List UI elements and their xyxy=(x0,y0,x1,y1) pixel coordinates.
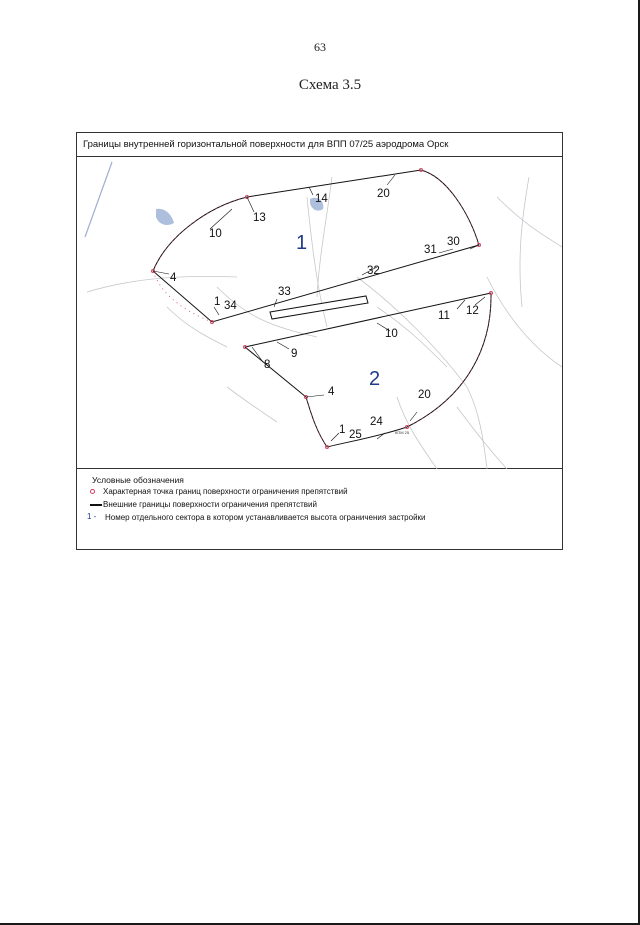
label-point-20-upper: 20 xyxy=(377,188,390,200)
map-area xyxy=(77,157,562,469)
label-point-33: 33 xyxy=(278,286,291,298)
legend-text-line: Внешние границы поверхности ограничения препятствий xyxy=(103,500,317,509)
label-point-4-lower: 4 xyxy=(328,386,335,398)
map-svg xyxy=(77,157,562,469)
label-point-34: 34 xyxy=(224,300,237,312)
legend xyxy=(77,469,562,549)
label-point-10-upper: 10 xyxy=(209,228,222,240)
sector-2-number: 2 xyxy=(369,368,381,390)
label-point-30: 30 xyxy=(447,236,460,248)
label-point-20-lower: 20 xyxy=(418,389,431,401)
label-point-10-lower: 10 xyxy=(385,328,398,340)
legend-text-sector: Номер отдельного сектора в котором устанавливается высота ограничения застройки xyxy=(105,513,426,522)
sector-number-symbol: 1 - xyxy=(87,512,97,521)
label-point-14: 14 xyxy=(315,193,328,205)
legend-title: Условные обозначения xyxy=(92,475,184,485)
background-lines xyxy=(85,162,562,469)
label-point-32: 32 xyxy=(367,265,380,277)
page-number: 63 xyxy=(314,40,326,54)
label-point-8: 8 xyxy=(264,359,271,371)
figure-title: Границы внутренней горизонтальной поверхности для ВПП 07/25 аэродрома Орск xyxy=(77,133,562,157)
sector-1-number: 1 xyxy=(296,232,308,254)
runway xyxy=(270,296,368,319)
water-bodies xyxy=(156,198,323,225)
label-point-25: 25 xyxy=(349,429,362,441)
label-point-1-lower: 1 xyxy=(339,424,346,436)
figure-frame xyxy=(76,132,563,550)
label-point-12: 12 xyxy=(466,305,479,317)
label-point-31: 31 xyxy=(424,244,437,256)
label-point-24: 24 xyxy=(370,416,383,428)
label-point-1-upper: 1 xyxy=(214,296,221,308)
circle-point-icon xyxy=(87,486,103,498)
legend-text-point: Характерная точка границ поверхности ограничения препятствий xyxy=(103,487,348,496)
label-point-4-upper: 4 xyxy=(170,272,177,284)
label-point-9: 9 xyxy=(291,348,298,360)
tiny-map-mark: КПМ 25 xyxy=(395,430,410,435)
scheme-title: Схема 3.5 xyxy=(298,77,362,93)
line-icon xyxy=(87,499,103,511)
label-point-11: 11 xyxy=(438,310,450,322)
label-point-13: 13 xyxy=(253,212,266,224)
